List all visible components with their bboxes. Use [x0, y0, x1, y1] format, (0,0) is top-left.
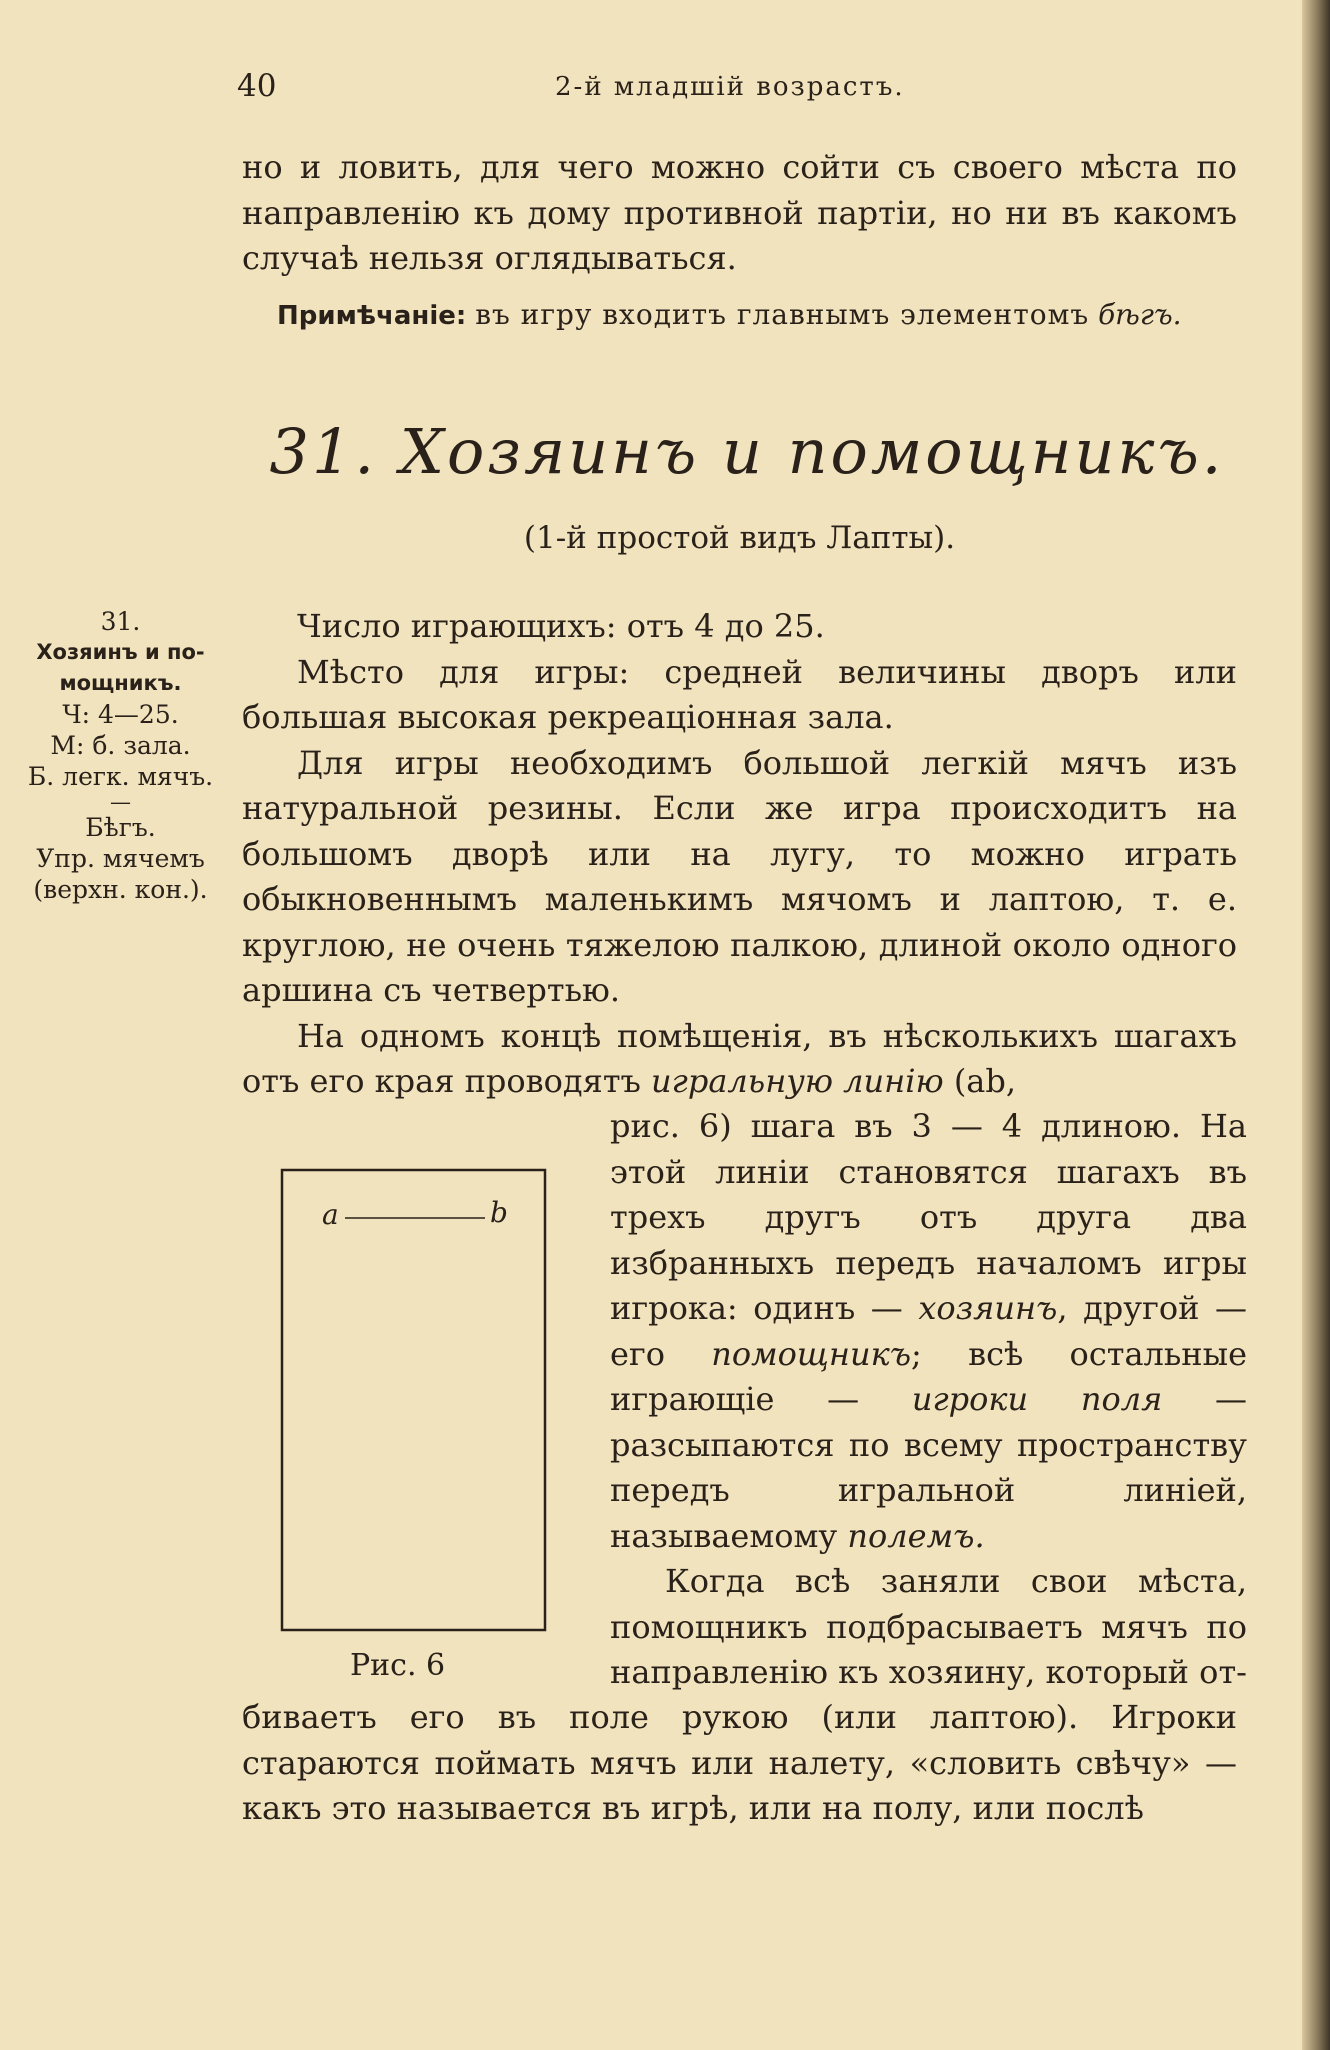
- play-paragraph-narrow: Когда всѣ заняли свои мѣста, помощникъ подбрасываетъ мячъ по направленію къ хозяину, который от-: [610, 1562, 1247, 1691]
- note-label: Примѣчаніе:: [277, 301, 467, 331]
- margin-title-line1: Хозяинъ и по-: [36, 640, 205, 664]
- page-edge: [1302, 0, 1330, 2050]
- figure-label-a: a: [322, 1198, 339, 1231]
- running-title: 2-й младшій возрастъ.: [555, 72, 905, 102]
- narrow-column: [610, 1104, 1247, 1696]
- term-field-players: игроки поля: [911, 1380, 1163, 1418]
- equipment-paragraph: Для игры необходимъ большой легкій мячъ изъ натуральной резины. Если же игра происходитъ на большомъ дворѣ или на лугу, то можно играть обыкновеннымъ маленькимъ мячомъ и лаптою, т. е. круглою, не очень тяжелою палкою, длиной около одного аршина съ четвертью.: [242, 743, 1237, 1009]
- margin-exercise2: Упр. мячемъ: [36, 844, 205, 873]
- line-text-start: На одномъ концѣ помѣщенія, въ нѣсколькихъ шагахъ отъ его края проводятъ: [242, 1016, 1237, 1100]
- field-rectangle: [282, 1170, 545, 1630]
- figure-6: [280, 1168, 550, 1683]
- term-host: хозяинъ: [918, 1289, 1058, 1327]
- figure-label-b: b: [490, 1196, 508, 1229]
- note-text: въ игру входитъ главнымъ элементомъ: [475, 298, 1090, 331]
- game-subtitle: (1-й простой видъ Лапты).: [523, 520, 956, 556]
- note-emphasis: бѣгъ.: [1098, 298, 1182, 331]
- margin-exercise3: (верхн. кон.).: [33, 875, 208, 904]
- figure-diagram: [280, 1168, 550, 1638]
- margin-note: [8, 606, 233, 905]
- place-paragraph: Мѣсто для игры: средней величины дворъ или большая высокая рекреаціонная зала.: [242, 652, 1237, 736]
- margin-place: М: б. зала.: [50, 731, 191, 760]
- margin-equipment: Б. легк. мячъ.: [27, 762, 214, 791]
- main-body: [242, 604, 1237, 1105]
- intro-paragraph: [242, 145, 1237, 282]
- page-number: 40: [237, 68, 277, 104]
- play-paragraph-rest: биваетъ его въ поле рукою (или лаптою). Игроки стараются поймать мячъ или налету, «словить свѣчу» — какъ это называется въ игрѣ, или на полу, или послѣ: [242, 1698, 1237, 1827]
- margin-title-line2: мощникъ.: [59, 671, 182, 695]
- line-term: игральную линію: [651, 1062, 944, 1100]
- players-paragraph: Число играющихъ: отъ 4 до 25.: [297, 607, 825, 645]
- term-helper: помощникъ: [711, 1334, 912, 1373]
- margin-dash: —: [110, 790, 131, 814]
- line-cont4: — разсыпаются по всему пространству передъ игральной линіей, называемому: [610, 1380, 1247, 1555]
- line-ref: (аb,: [953, 1062, 1017, 1100]
- figure-caption: Рис. 6: [350, 1648, 446, 1683]
- line-cont2: , другой — его: [610, 1289, 1248, 1373]
- term-field: полемъ.: [847, 1516, 985, 1555]
- line-paragraph-start: [242, 1014, 1237, 1105]
- line-cont3: ; всѣ остальные играющіе —: [610, 1334, 1248, 1418]
- intro-text: но и ловить, для чего можно сойти съ своего мѣста по направленію къ дому противной партіи, но ни въ какомъ случаѣ нельзя оглядываться.: [242, 148, 1237, 277]
- note: [277, 298, 1247, 331]
- line-cont1: рис. 6) шага въ 3 — 4 длиною. На этой линіи становятся шагахъ въ трехъ другъ отъ друга два избранныхъ передъ началомъ игры игрока: одинъ —: [610, 1107, 1247, 1327]
- margin-players: Ч: 4—25.: [62, 700, 179, 729]
- margin-number: 31.: [100, 607, 141, 636]
- running-head: [237, 68, 1237, 108]
- line-paragraph-cont: [610, 1104, 1247, 1559]
- game-title: 31. Хозяинъ и помощникъ.: [269, 415, 1225, 488]
- margin-exercise1: Бѣгъ.: [85, 813, 156, 842]
